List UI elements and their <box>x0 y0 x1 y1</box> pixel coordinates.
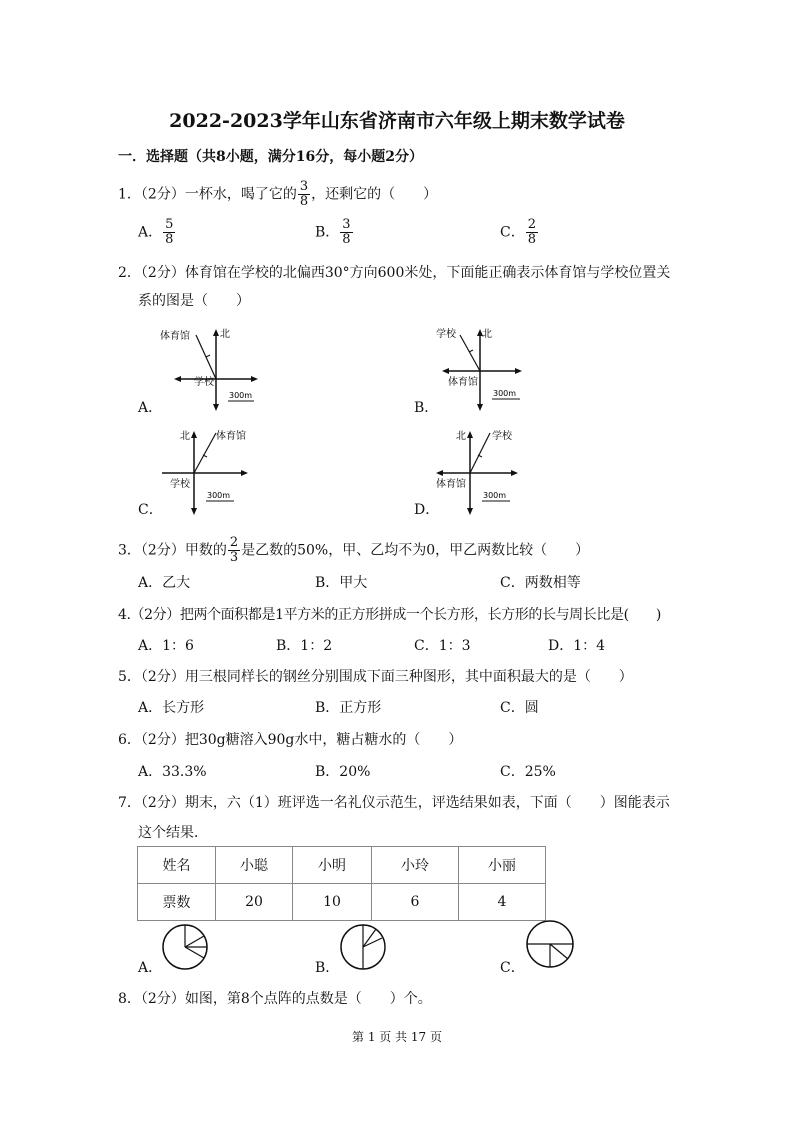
q1-option-a[interactable]: A． $\frac{5}{8}$ <box>138 217 174 247</box>
table-cell: 票数 <box>138 884 216 921</box>
table-cell: 姓名 <box>138 847 216 884</box>
question-1 <box>118 180 437 209</box>
question-6: 6．（2分）把30g糖溶入90g水中，糖占糖水的（ ） <box>118 732 463 748</box>
q4-option-d[interactable]: D．1：4 <box>548 638 606 654</box>
table-cell: 小聪 <box>216 847 293 884</box>
q4-option-b[interactable]: B．1：2 <box>276 638 333 654</box>
q1-prefix: 1．（2分）一杯水，喝了它的 <box>118 186 297 203</box>
table-cell: 10 <box>293 884 372 921</box>
table-cell: 小丽 <box>459 847 546 884</box>
q2-label-a: A． <box>138 400 163 416</box>
q7-pie-b[interactable] <box>338 922 388 972</box>
question-8: 8．（2分）如图，第8个点阵的点数是（ ）个。 <box>118 991 432 1007</box>
svg-text:学校: 学校 <box>492 431 512 442</box>
svg-text:学校: 学校 <box>194 377 214 388</box>
q7-option-a: A． <box>138 960 163 976</box>
svg-text:北: 北 <box>220 329 230 340</box>
q3-option-b[interactable]: B．甲大 <box>315 575 368 591</box>
q2-label-c: C． <box>138 502 163 518</box>
q5-option-a[interactable]: A．长方形 <box>138 700 205 716</box>
q5-option-b[interactable]: B．正方形 <box>315 700 382 716</box>
table-cell: 20 <box>216 884 293 921</box>
svg-text:300m: 300m <box>483 491 507 500</box>
q3-option-a[interactable]: A．乙大 <box>138 575 191 591</box>
q6-option-b[interactable]: B．20% <box>315 764 371 780</box>
page-footer: 第 1 页 共 17 页 <box>352 1030 442 1044</box>
q7-option-b: B． <box>315 960 340 976</box>
svg-text:北: 北 <box>180 431 190 442</box>
question-3: 3．（2分）甲数的 $\frac{2}{3}$ 是乙数的50%，甲、乙均不为0，甲乙两数比较（ ） <box>118 535 590 565</box>
q4-option-a[interactable]: A．1：6 <box>138 638 194 654</box>
q7-pie-a[interactable] <box>160 922 210 972</box>
table-cell: 4 <box>459 884 546 921</box>
question-2-line2: 系的图是（ ） <box>138 293 250 309</box>
section-heading: 一．选择题（共8小题，满分16分，每小题2分） <box>118 149 423 165</box>
question-2-line1: 2．（2分）体育馆在学校的北偏西30°方向600米处，下面能正确表示体育馆与学校位置关 <box>118 265 671 281</box>
q1-option-b[interactable]: B． $\frac{3}{8}$ <box>315 217 351 247</box>
q3-fraction: $\frac{2}{3}$ <box>229 535 239 565</box>
q2-label-d: D． <box>414 502 440 518</box>
q5-option-c[interactable]: C．圆 <box>500 700 539 716</box>
q3-option-c[interactable]: C．两数相等 <box>500 575 581 591</box>
table-cell: 6 <box>372 884 459 921</box>
q2-diagram-b[interactable] <box>434 323 534 411</box>
q2-diagram-a[interactable] <box>158 323 258 411</box>
svg-text:体育馆: 体育馆 <box>216 431 246 442</box>
svg-text:体育馆: 体育馆 <box>436 479 466 490</box>
question-7-line1: 7．（2分）期末，六（1）班评选一名礼仪示范生，评选结果如表，下面（ ）图能表示 <box>118 795 670 811</box>
svg-text:体育馆: 体育馆 <box>160 331 190 342</box>
q2-diagram-c[interactable] <box>158 427 258 515</box>
q7-pie-c[interactable] <box>524 918 576 970</box>
question-4: 4.（2分）把两个面积都是1平方米的正方形拼成一个长方形，长方形的长与周长比是( ) <box>118 607 661 623</box>
q1-option-c[interactable]: C． $\frac{2}{8}$ <box>500 217 536 247</box>
svg-text:300m: 300m <box>229 391 253 400</box>
svg-text:北: 北 <box>482 329 492 340</box>
svg-text:体育馆: 体育馆 <box>448 377 478 388</box>
question-5: 5．（2分）用三根同样长的钢丝分别围成下面三种图形，其中面积最大的是（ ） <box>118 669 633 685</box>
q7-option-c: C． <box>500 960 525 976</box>
svg-text:学校: 学校 <box>436 329 456 340</box>
q1-suffix: ，还剩它的（ ） <box>311 186 438 203</box>
q6-option-c[interactable]: C．25% <box>500 764 556 780</box>
q4-option-c[interactable]: C．1：3 <box>414 638 471 654</box>
table-row <box>138 884 546 921</box>
q2-label-b: B． <box>414 400 439 416</box>
page-title: 2022-2023学年山东省济南市六年级上期末数学试卷 <box>169 110 625 132</box>
q1-fraction: $\frac{3}{8}$ <box>299 179 309 209</box>
q6-option-a[interactable]: A．33.3% <box>138 764 207 780</box>
table-cell: 小玲 <box>372 847 459 884</box>
question-7-line2: 这个结果． <box>138 825 208 841</box>
svg-text:300m: 300m <box>207 491 231 500</box>
svg-text:北: 北 <box>456 431 466 442</box>
table-row <box>138 847 546 884</box>
q2-diagram-d[interactable] <box>434 427 534 515</box>
table-cell: 小明 <box>293 847 372 884</box>
vote-table <box>137 846 546 921</box>
svg-text:学校: 学校 <box>170 479 190 490</box>
svg-text:300m: 300m <box>493 389 517 398</box>
